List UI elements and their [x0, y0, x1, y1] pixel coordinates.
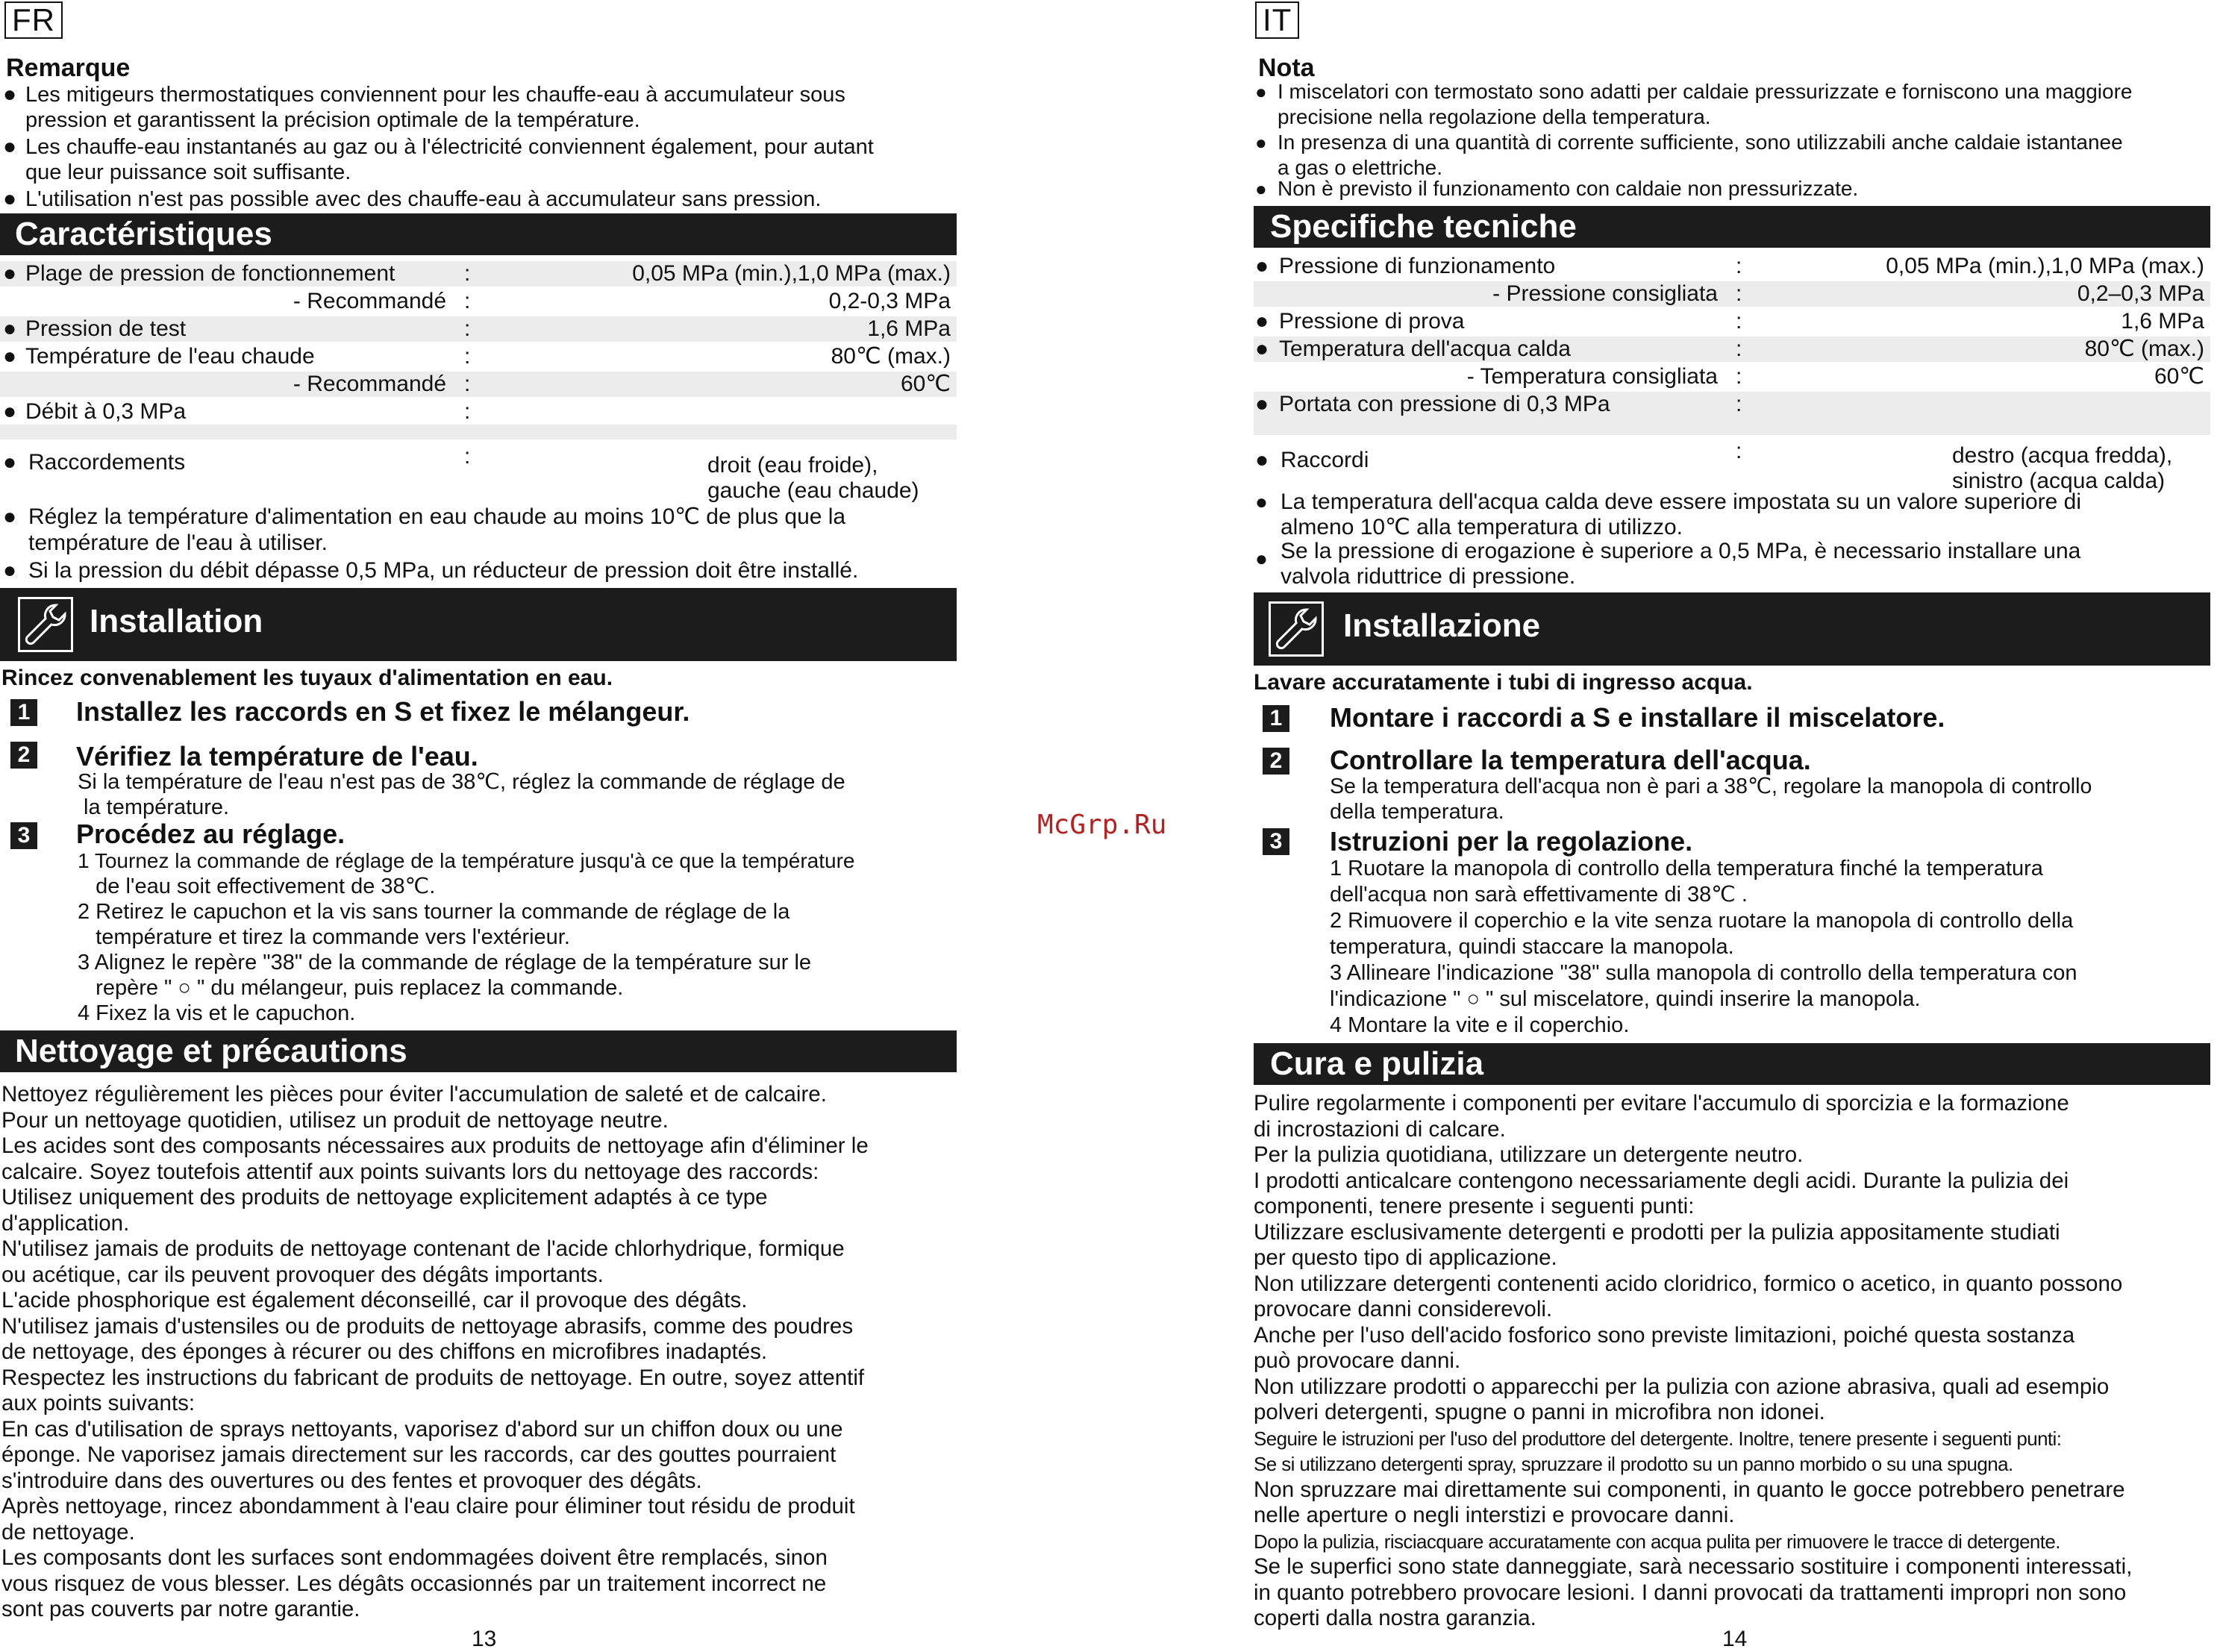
cleaning-line: de nettoyage, des éponges à récurer ou des chiffons en microfibres inadaptés. — [1, 1339, 768, 1364]
bullet-dot-icon: ● — [1255, 392, 1269, 416]
cleaning-line: può provocare danni. — [1254, 1348, 1461, 1373]
spec-row — [1254, 281, 2210, 307]
bullet-dot-icon: ● — [3, 316, 17, 341]
step-text: 1 Tournez la commande de réglage de la température jusqu'à ce que la température — [78, 849, 855, 872]
spec-colon: : — [464, 344, 471, 369]
cleaning-line: Dopo la pulizia, risciacquare accuratamente con acqua pulita per rimuovere le tracce di detergente. — [1254, 1530, 2060, 1553]
bullet-dot-icon: ● — [3, 261, 17, 286]
note-line: pression et garantissent la précision optimale de la température. — [25, 108, 640, 132]
cleaning-line: di incrostazioni di calcare. — [1254, 1116, 1506, 1142]
page-number: 13 — [472, 1627, 497, 1651]
spec-row — [0, 261, 957, 287]
note-line: Les chauffe-eau instantanés au gaz ou à l'électricité conviennent également, pour autant — [25, 135, 874, 159]
spec-value: 0,05 MPa (min.),1,0 MPa (max.) — [632, 261, 951, 286]
spec-row — [0, 289, 957, 314]
cleaning-line: de nettoyage. — [1, 1519, 135, 1545]
note-title: Remarque — [6, 54, 131, 82]
section-heading-specs: Caractéristiques — [0, 213, 957, 255]
cleaning-line: sont pas couverts par notre garantie. — [1, 1597, 360, 1621]
step-text: 1 Ruotare la manopola di controllo della temperatura finché la temperatura — [1330, 857, 2043, 880]
installation-title: Installazione — [1343, 607, 1541, 644]
cleaning-line: provocare danni considerevoli. — [1254, 1297, 1553, 1321]
cleaning-line: Se le superfici sono state danneggiate, sarà necessario sostituire i componenti interessati, — [1254, 1554, 2133, 1579]
install-intro: Rincez convenablement les tuyaux d'alimentation en eau. — [1, 666, 613, 690]
spec-value: 60℃ — [900, 372, 951, 396]
wrench-icon — [18, 597, 73, 652]
cleaning-line: Se si utilizzano detergenti spray, spruzzare il prodotto su un panno morbido o su una spugna. — [1254, 1453, 2013, 1475]
note-line: I miscelatori con termostato sono adatti per caldaie pressurizzate e forniscono una maggiore — [1278, 80, 2133, 103]
spec-row — [0, 316, 957, 342]
bullet-dot-icon: ● — [1255, 337, 1269, 361]
step-title: Installez les raccords en S et fixez le mélangeur. — [76, 696, 690, 727]
cleaning-line: Pour un nettoyage quotidien, utilisez un produit de nettoyage neutre. — [1, 1107, 669, 1133]
spec-colon: : — [464, 289, 471, 313]
spec-label: Raccordements — [28, 450, 186, 475]
cleaning-line: per questo tipo di applicazione. — [1254, 1245, 1557, 1270]
spec-label: Plage de pression de fonctionnement — [25, 261, 395, 286]
spec-value: 0,05 MPa (min.),1,0 MPa (max.) — [1886, 254, 2204, 278]
step-title: Montare i raccordi a S e installare il miscelatore. — [1330, 702, 1945, 733]
cleaning-line: L'acide phosphorique est également déconseillé, car il provoque des dégâts. — [1, 1288, 748, 1312]
page-number: 14 — [1722, 1627, 1748, 1651]
cleaning-line: N'utilisez jamais d'ustensiles ou de produits de nettoyage abrasifs, comme des poudres — [1, 1313, 854, 1339]
step-number: 2 — [1263, 748, 1289, 775]
step-title: Procédez au réglage. — [76, 819, 345, 849]
cleaning-line: s'introduire dans des ouvertures ou des fentes et provoquer des dégâts. — [1, 1468, 702, 1493]
spec-value: gauche (eau chaude) — [707, 478, 919, 503]
language-label: IT — [1255, 1, 1299, 39]
page-it — [1254, 0, 2220, 1649]
cleaning-line: Pulire regolarmente i componenti per evitare l'accumulo di sporcizia e la formazione — [1254, 1091, 2069, 1116]
section-heading-cleaning: Nettoyage et précautions — [0, 1030, 957, 1072]
cleaning-line: Utilizzare esclusivamente detergenti e prodotti per la pulizia appositamente studiati — [1254, 1219, 2060, 1245]
spec-row — [0, 399, 957, 425]
spec-label: Pression de test — [25, 316, 187, 341]
spec-value: 1,6 MPa — [2121, 309, 2204, 334]
spec-label: Portata con pressione di 0,3 MPa — [1279, 392, 1610, 416]
spec-colon: : — [464, 372, 471, 396]
step-text: 4 Montare la vite e il coperchio. — [1330, 1013, 1630, 1037]
bullet-dot-icon: ● — [3, 399, 17, 424]
cleaning-line: Non utilizzare detergenti contenenti acido cloridrico, formico o acetico, in quanto possono — [1254, 1271, 2123, 1296]
spec-value: sinistro (acqua calda) — [1952, 469, 2166, 493]
cleaning-line: coperti dalla nostra garanzia. — [1254, 1606, 1536, 1630]
spec-row — [1254, 364, 2210, 389]
spec-row — [1254, 439, 2210, 493]
spec-label: Température de l'eau chaude — [25, 344, 315, 369]
spec-value: 80℃ (max.) — [2084, 337, 2204, 361]
bullet-dot-icon: ● — [3, 504, 17, 529]
section-heading-specs: Specifiche tecniche — [1254, 206, 2210, 248]
spec-colon: : — [464, 399, 471, 424]
step-number: 2 — [10, 742, 37, 769]
cleaning-line: En cas d'utilisation de sprays nettoyants, vaporisez d'abord sur un chiffon doux ou une — [1, 1416, 843, 1442]
spec-value: 0,2–0,3 MPa — [2077, 281, 2204, 306]
bullet-dot-icon: ● — [3, 558, 17, 583]
cleaning-line: Nettoyez régulièrement les pièces pour éviter l'accumulation de saleté et de calcaire. — [1, 1082, 827, 1107]
section-heading-installation — [0, 588, 957, 661]
step-text: 3 Allineare l'indicazione "38" sulla manopola di controllo della temperatura con — [1330, 961, 2077, 985]
note-line: que leur puissance soit suffisante. — [25, 160, 351, 184]
note-line: a gas o elettriche. — [1278, 156, 1443, 179]
bullet-dot-icon: ● — [3, 344, 17, 369]
cleaning-line: in quanto potrebbero provocare lesioni. I danni provocati da trattamenti impropri non sono — [1254, 1580, 2127, 1605]
spec-colon: : — [1736, 364, 1742, 389]
step-text: 4 Fixez la vis et le capuchon. — [78, 1001, 356, 1025]
spec-label: Pressione di funzionamento — [1279, 254, 1556, 278]
step-title: Vérifiez la température de l'eau. — [76, 741, 478, 772]
bullet-dot-icon: ● — [3, 450, 17, 475]
note-line: precisione nella regolazione della temperatura. — [1278, 105, 1711, 128]
spec-value: droit (eau froide), — [707, 453, 878, 478]
page-fr — [0, 0, 963, 1649]
cleaning-line: componenti, tenere presente i seguenti punti: — [1254, 1194, 1695, 1218]
spec-colon: : — [1736, 309, 1742, 334]
spec-row — [0, 444, 957, 503]
spec-colon: : — [1736, 254, 1742, 278]
spec-colon: : — [1736, 439, 1742, 463]
cleaning-line: N'utilisez jamais de produits de nettoyage contenant de l'acide chlorhydrique, formique — [1, 1236, 845, 1261]
cleaning-line: calcaire. Soyez toutefois attentif aux points suivants lors du nettoyage des raccords: — [1, 1159, 819, 1184]
spec-row — [1254, 337, 2210, 362]
bullet-dot-icon: ● — [1255, 178, 1267, 200]
cleaning-line: Per la pulizia quotidiana, utilizzare un detergente neutro. — [1254, 1142, 1804, 1167]
spec-label: - Recommandé — [293, 372, 446, 396]
bullet-dot-icon: ● — [3, 82, 17, 107]
spec-colon: : — [1736, 281, 1742, 306]
section-heading-installation — [1254, 592, 2210, 666]
spec-row — [1254, 392, 2210, 417]
spec-label: Raccordi — [1281, 448, 1369, 472]
spec-value: destro (acqua fredda), — [1952, 443, 2173, 468]
spec-row-spacer — [1254, 417, 2210, 435]
cleaning-line: vous risquez de vous blesser. Les dégâts occasionnés par un traitement incorrect ne — [1, 1571, 827, 1596]
spec-row — [1254, 309, 2210, 334]
cleaning-line: Non spruzzare mai direttamente sui componenti, in quanto le gocce potrebbero penetrare — [1254, 1477, 2125, 1502]
step-text: della temperatura. — [1330, 800, 1504, 824]
language-label: FR — [4, 1, 63, 39]
step-number: 1 — [10, 699, 37, 726]
spec-note: almeno 10℃ alla temperatura di utilizzo. — [1281, 515, 1683, 539]
spec-value: 60℃ — [2154, 364, 2204, 389]
step-text: l'indicazione " ○ " sul miscelatore, quindi inserire la manopola. — [1330, 987, 1921, 1011]
cleaning-line: Les composants dont les surfaces sont endommagées doivent être remplacés, sinon — [1, 1545, 828, 1570]
spec-value: 80℃ (max.) — [831, 344, 951, 369]
spec-label: - Recommandé — [293, 289, 446, 313]
installation-title: Installation — [90, 603, 263, 639]
watermark: McGrp.Ru — [1037, 810, 1167, 840]
spec-label: - Temperatura consigliata — [1466, 364, 1718, 389]
note-line: L'utilisation n'est pas possible avec des chauffe-eau à accumulateur sans pression. — [25, 187, 822, 211]
cleaning-line: éponge. Ne vaporisez jamais directement sur les raccords, car des gouttes pourraient — [1, 1442, 837, 1467]
bullet-dot-icon: ● — [1255, 309, 1269, 334]
step-text: température et tirez la commande vers l'extérieur. — [78, 925, 570, 949]
spec-row — [0, 372, 957, 397]
cleaning-line: Les acides sont des composants nécessaires aux produits de nettoyage afin d'éliminer le — [1, 1133, 869, 1158]
spec-label: Pressione di prova — [1279, 309, 1465, 334]
cleaning-line: Après nettoyage, rincez abondamment à l'eau claire pour éliminer tout résidu de produit — [1, 1494, 855, 1518]
spec-row — [0, 344, 957, 369]
step-title: Controllare la temperatura dell'acqua. — [1330, 745, 1811, 775]
spec-note: Réglez la température d'alimentation en eau chaude au moins 10℃ de plus que la — [28, 504, 846, 529]
note-line: In presenza di una quantità di corrente sufficiente, sono utilizzabili anche caldaie istantanee — [1278, 131, 2123, 154]
bullet-dot-icon: ● — [3, 134, 17, 159]
bullet-dot-icon: ● — [1255, 254, 1269, 278]
cleaning-line: aux points suivants: — [1, 1391, 196, 1415]
step-text: la température. — [78, 795, 230, 819]
spec-note: température de l'eau à utiliser. — [28, 531, 328, 555]
spec-note: La temperatura dell'acqua calda deve essere impostata su un valore superiore di — [1281, 489, 2082, 514]
cleaning-line: nelle aperture o negli interstizi e provocare danni. — [1254, 1503, 1735, 1527]
spec-note: Se la pressione di erogazione è superiore a 0,5 MPa, è necessario installare una — [1281, 539, 2081, 563]
step-text: repère " ○ " du mélangeur, puis replacez la commande. — [78, 976, 624, 1000]
spec-colon: : — [464, 444, 471, 469]
step-number: 3 — [1263, 828, 1289, 855]
cleaning-line: d'application. — [1, 1210, 130, 1236]
spec-label: Débit à 0,3 MPa — [25, 399, 187, 424]
step-text: 2 Rimuovere il coperchio e la vite senza ruotare la manopola di controllo della — [1330, 909, 2074, 933]
step-text: 3 Alignez le repère "38" de la commande de réglage de la température sur le — [78, 951, 812, 974]
bullet-dot-icon: ● — [1255, 81, 1267, 103]
spec-row-spacer — [0, 425, 957, 439]
bullet-dot-icon: ● — [1255, 131, 1267, 154]
bullet-dot-icon: ● — [1255, 448, 1269, 472]
cleaning-line: Respectez les instructions du fabricant de produits de nettoyage. En outre, soyez attentif — [1, 1365, 865, 1390]
cleaning-line: Anche per l'uso dell'acido fosforico sono previste limitazioni, poiché questa sostanza — [1254, 1322, 2075, 1348]
spec-colon: : — [464, 316, 471, 341]
step-text: de l'eau soit effectivement de 38℃. — [78, 875, 436, 898]
cleaning-line: Utilisez uniquement des produits de nettoyage explicitement adaptés à ce type — [1, 1185, 768, 1210]
spec-label: - Pressione consigliata — [1492, 281, 1718, 306]
step-text: 2 Retirez le capuchon et la vis sans tourner la commande de réglage de la — [78, 900, 790, 924]
step-text: dell'acqua non sarà effettivamente di 38℃ . — [1330, 883, 1748, 907]
cleaning-line: I prodotti anticalcare contengono necessariamente degli acidi. Durante la pulizia dei — [1254, 1168, 2069, 1193]
spec-value: 0,2-0,3 MPa — [828, 289, 951, 313]
wrench-icon — [1269, 601, 1324, 657]
step-text: temperatura, quindi staccare la manopola. — [1330, 935, 1734, 959]
step-text: Se la temperatura dell'acqua non è pari a 38℃, regolare la manopola di controllo — [1330, 775, 2092, 798]
note-line: Non è previsto il funzionamento con caldaie non pressurizzate. — [1278, 177, 1859, 200]
note-title: Nota — [1258, 54, 1315, 82]
cleaning-line: Non utilizzare prodotti o apparecchi per la pulizia con azione abrasiva, quali ad esempio — [1254, 1374, 2110, 1399]
cleaning-text — [1, 1082, 869, 1623]
spec-colon: : — [464, 261, 471, 286]
spec-colon: : — [1736, 392, 1742, 416]
bullet-dot-icon: ● — [1255, 490, 1268, 513]
spec-row — [1254, 254, 2210, 279]
step-title: Istruzioni per la regolazione. — [1330, 826, 1693, 857]
spec-note: Si la pression du débit dépasse 0,5 MPa, un réducteur de pression doit être installé. — [28, 558, 859, 583]
install-intro: Lavare accuratamente i tubi di ingresso acqua. — [1254, 670, 1753, 695]
spec-colon: : — [1736, 337, 1742, 361]
cleaning-line: ou acétique, car ils peuvent provoquer des dégâts importants. — [1, 1262, 604, 1287]
cleaning-line: Seguire le istruzioni per l'uso del produttore del detergente. Inoltre, tenere presente i seguenti punti: — [1254, 1427, 2062, 1450]
step-number: 1 — [1263, 705, 1289, 732]
cleaning-text — [1254, 1091, 2132, 1632]
spec-label: Temperatura dell'acqua calda — [1279, 337, 1571, 361]
spec-note: valvola riduttrice di pressione. — [1281, 564, 1576, 589]
section-heading-cleaning: Cura e pulizia — [1254, 1043, 2210, 1085]
bullet-dot-icon: ● — [3, 187, 17, 211]
step-text: Si la température de l'eau n'est pas de 38℃, réglez la commande de réglage de — [78, 770, 845, 794]
note-line: Les mitigeurs thermostatiques conviennent pour les chauffe-eau à accumulateur sous — [25, 83, 845, 107]
step-number: 3 — [10, 822, 37, 849]
cleaning-line: polveri detergenti, spugne o panni in microfibra non idonei. — [1254, 1400, 1825, 1424]
bullet-dot-icon: ● — [1255, 547, 1268, 570]
spec-value: 1,6 MPa — [867, 316, 951, 341]
